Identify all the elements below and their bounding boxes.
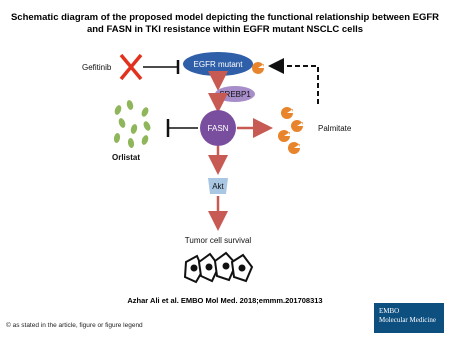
srebp1-label: SREBP1: [219, 90, 251, 99]
figure-title-line-1: Schematic diagram of the proposed model depicting the functional relationship between EGFR: [10, 12, 440, 23]
logo-line-2: Molecular Medicine: [379, 316, 436, 324]
gefitinib-label: Gefitinib: [82, 63, 112, 72]
citation: Azhar Ali et al. EMBO Mol Med. 2018;emmm.201708313: [127, 296, 323, 305]
akt-node: [208, 178, 228, 194]
copyright-note: © as stated in the article, figure or figure legend: [6, 322, 143, 329]
orlistat-molecules-icon: [113, 99, 152, 148]
orlistat-inhibition-arrow: [168, 119, 198, 137]
orlistat-label: Orlistat: [112, 153, 141, 162]
logo-line-1: EMBO: [379, 307, 400, 315]
fasn-node: [200, 110, 236, 146]
egfr-mutant-label: EGFR mutant: [193, 60, 243, 69]
egfr-mutant-node: [183, 52, 253, 76]
figure-title-line-2: and FASN in TKI resistance within EGFR mutant NSCLC cells: [86, 24, 364, 35]
tumor-cells-illustration: [185, 253, 252, 282]
akt-label: Akt: [212, 182, 224, 191]
palmitate-molecules-icon: [278, 107, 303, 154]
palmitate-feedback-dashed-arrow: [272, 66, 318, 104]
srebp1-node: [215, 86, 255, 102]
palmitate-on-egfr-icon: [252, 62, 264, 74]
gefitinib-inhibition-arrow: [143, 60, 178, 74]
gefitinib-red-x-icon: [121, 55, 141, 79]
palmitate-label: Palmitate: [318, 124, 352, 133]
tumor-cell-survival-label: Tumor cell survival: [184, 236, 252, 245]
fasn-label: FASN: [207, 124, 229, 133]
embo-molecular-medicine-logo: [374, 303, 444, 333]
